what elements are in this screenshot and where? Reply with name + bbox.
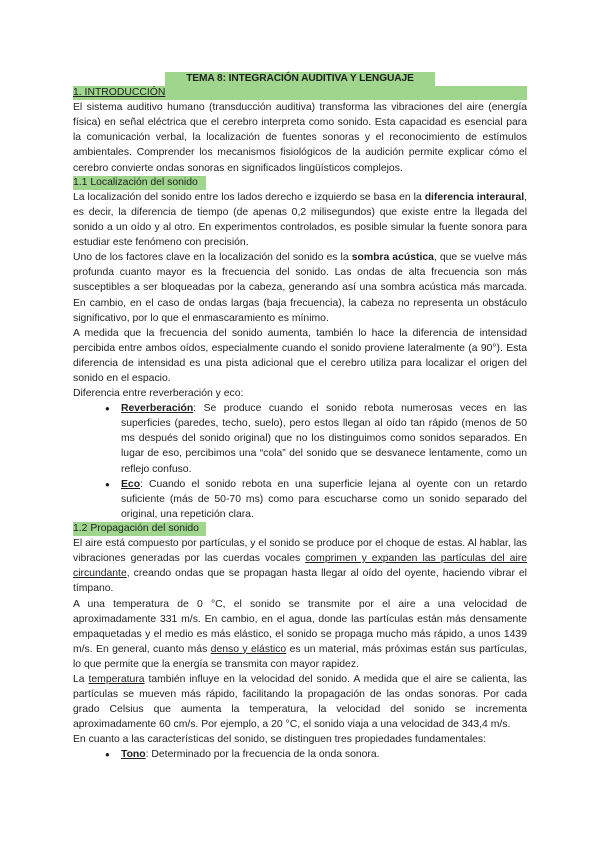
document-page — [73, 72, 527, 763]
list-item: ● Tono: Determinado por la frecuencia de la onda sonora. — [121, 747, 527, 762]
section-heading-localizacion: 1.1 Localización del sonido — [73, 176, 206, 190]
localizacion-paragraph-4: Diferencia entre reverberación y eco: — [73, 388, 244, 400]
bold-term-diferencia-interaural: diferencia interaural — [424, 191, 525, 203]
list-item: ● Eco: Cuando el sonido rebota en una superficie lejana al oyente con un retardo suficiente (más de 50-70 ms) como para escucharse como un sonido separado del original, una repetición clara. — [121, 477, 527, 522]
underlined-phrase: denso y elástico — [210, 643, 287, 655]
intro-paragraph: El sistema auditivo humano (transducción auditiva) transforma las vibraciones del aire (energía física) en señal eléctrica que el cerebro interpreta como sonido. Esta capacidad es esencial para la comunicación verbal, la localización de fuentes sonoras y el reconocimiento de estímulos ambientales. Comprender los mecanismos fisiológicos de la audición permite explicar cómo el cerebro convierte ondas sonoras en significados lingüísticos complejos. — [73, 102, 527, 174]
underlined-phrase: comprimen y expanden las partículas del aire circundante — [73, 553, 527, 580]
propagacion-paragraph-4: En cuanto a las características del sonido, se distinguen tres propiedades fundamentales: — [73, 734, 486, 746]
caracteristicas-list — [73, 747, 527, 762]
localizacion-paragraph-2: Uno de los factores clave en la localización del sonido es la sombra acústica, que se vuelve más profunda cuanto mayor es la frecuencia del sonido. Las ondas de alta frecuencia son más susceptibles a ser bloqueadas por la cabeza, generando así una sombra acústica más marcada. En cambio, en el caso de ondas largas (baja frecuencia), la cabeza no representa un obstáculo significativo, por lo que el enmascaramiento es mínimo. — [73, 252, 527, 324]
propagacion-paragraph-1: El aire está compuesto por partículas, y el sonido se produce por el choque de estas. Al hablar, las vibraciones generadas por las cuerdas vocales comprimen y expanden las partículas del aire circundante, creando ondas que se propagan hasta llegar al oído del oyente, haciendo vibrar el tímpano. — [73, 538, 527, 595]
propagacion-paragraph-2: A una temperatura de 0 °C, el sonido se transmite por el aire a una velocidad de aproximadamente 331 m/s. En cambio, en el agua, donde las partículas están más densamente empaquetadas y el medio es más elástico, el sonido se propaga mucho más rápido, a unos 1439 m/s. En general, cuanto más denso y elástico es un material, más próximas están sus partículas, lo que permite que la energía se transmita con mayor rapidez. — [73, 598, 528, 670]
term-eco: Eco — [121, 478, 141, 490]
list-item: ● Reverberación: Se produce cuando el sonido rebota numerosas veces en las superficies (paredes, techo, suelo), pero estos llegan al oído tan rápido (menos de 50 ms después del sonido original) que no los distinguimos como sonidos separados. En lugar de eso, percibimos una “cola” del sonido que se desvanece lentamente, como un reflejo confuso. — [121, 401, 527, 476]
term-tono: Tono — [121, 749, 146, 761]
reverberacion-eco-list — [73, 401, 527, 522]
underlined-phrase: temperatura — [88, 673, 145, 685]
section-heading-introduccion: 1. INTRODUCCIÓN — [73, 86, 527, 100]
document-title: TEMA 8: INTEGRACIÓN AUDITIVA Y LENGUAJE — [165, 72, 435, 86]
localizacion-paragraph-1: La localización del sonido entre los lados derecho e izquierdo se basa en la diferencia interaural, es decir, la diferencia de tiempo (de apenas 0,2 milisegundos) que existe entre la llegada del sonido a un oído y al otro. En experimentos controlados, es posible simular la fuente sonora para estudiar este fenómeno con precisión. — [73, 191, 527, 249]
bold-term-sombra-acustica: sombra acústica — [351, 252, 434, 264]
propagacion-paragraph-3: La temperatura también influye en la velocidad del sonido. A medida que el aire se calienta, las partículas se mueven más rápido, facilitando la propagación de las ondas sonoras. Por cada grado Celsius que aumenta la temperatura, la velocidad del sonido se incrementa aproximadamente 60 cm/s. Por ejemplo, a 20 °C, el sonido viaja a una velocidad de 343,4 m/s. — [73, 673, 527, 731]
localizacion-paragraph-3: A medida que la frecuencia del sonido aumenta, también lo hace la diferencia de intensidad percibida entre ambos oídos, especialmente cuando el sonido proviene lateralmente (a 90°). Esta diferencia de intensidad es una pista adicional que el cerebro utiliza para localizar el origen del sonido en el espacio. — [73, 327, 527, 384]
term-reverberacion: Reverberación — [121, 403, 194, 415]
section-heading-propagacion: 1.2 Propagación del sonido — [73, 522, 206, 536]
